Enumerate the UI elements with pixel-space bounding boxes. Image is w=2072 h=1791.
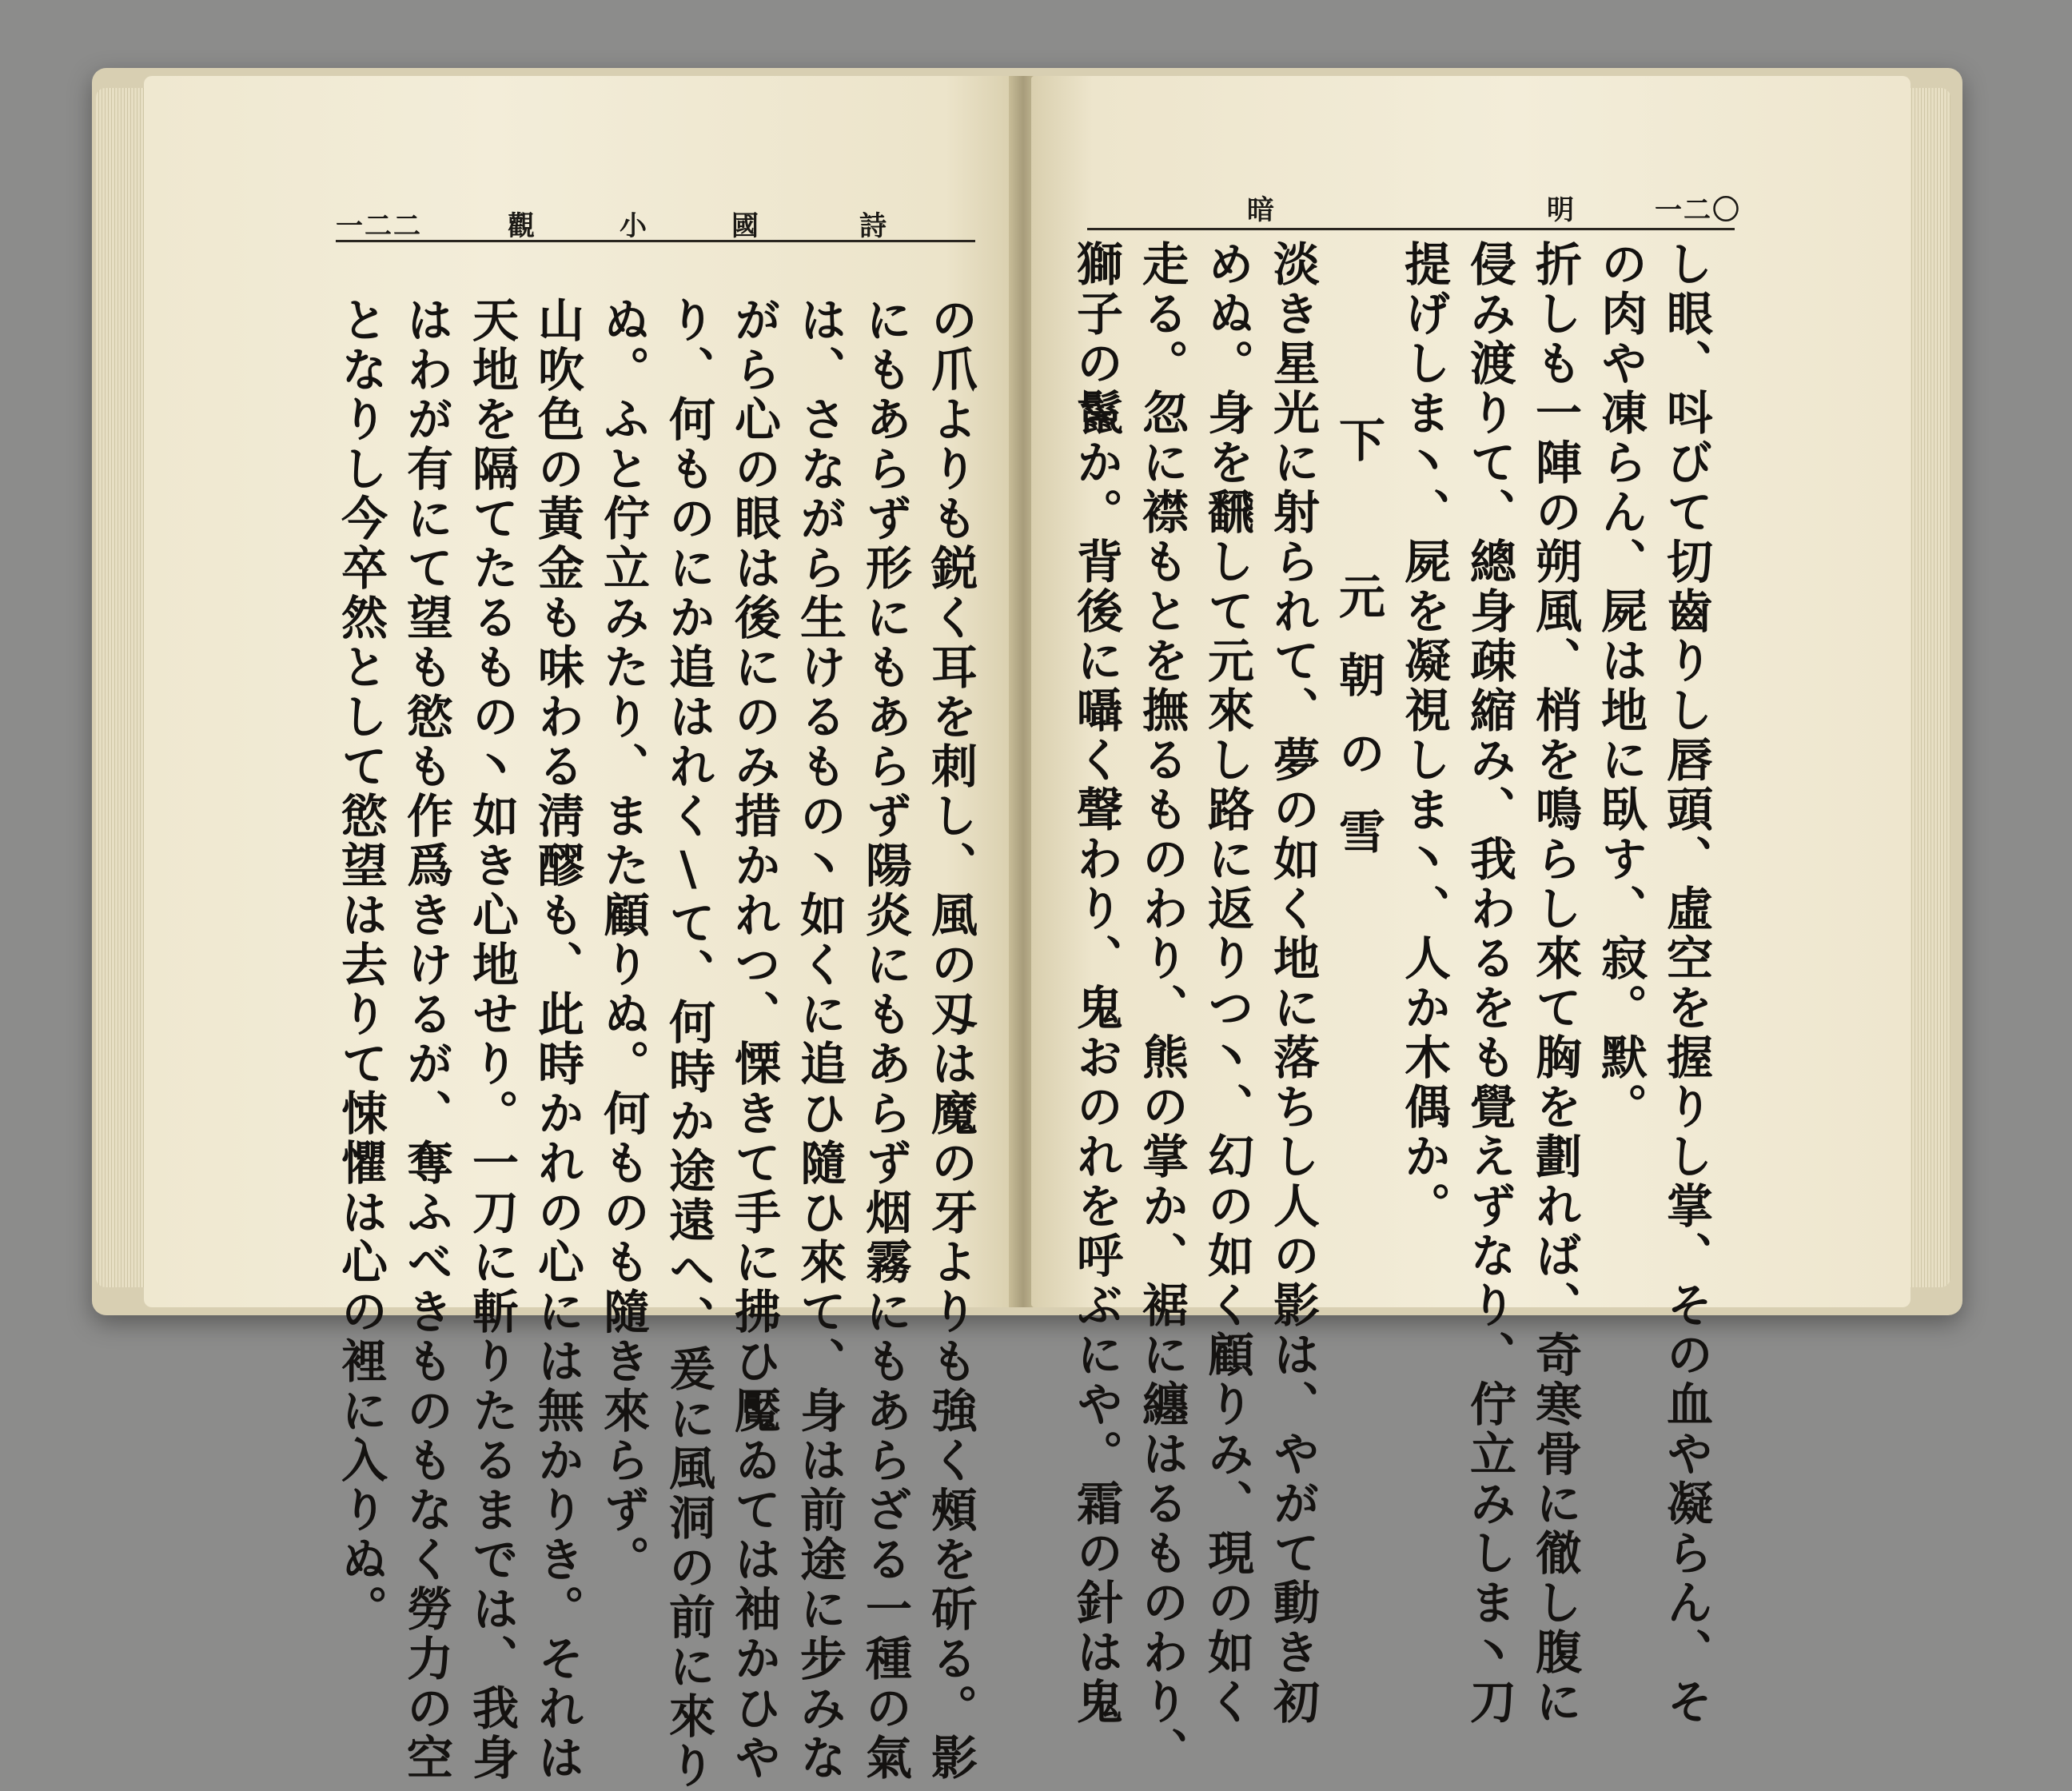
left-text-column-2: にもあらず形にもあらず陽炎にもあらず烟霧にもあらざる一種の氣 — [858, 296, 912, 1783]
section-heading: 下 元朝の雪 — [1331, 416, 1385, 886]
right-text-column-7: 淡き星光に射られて、夢の如く地に落ちし人の影は、やがて動き初 — [1265, 240, 1320, 1727]
right-header-char-2: 暗 — [1247, 194, 1276, 226]
left-header-char-1: 觀 — [508, 210, 536, 242]
left-text-column-4: がら心の眼は後にのみ措かれつ、慄きて手に拂ひ魘ゐては袖かひや — [727, 296, 781, 1783]
right-text-column-2: の肉や凍らん、屍は地に臥す、寂。默。 — [1593, 240, 1648, 1132]
right-header-char-1: 明 — [1547, 194, 1576, 226]
left-page-number: 一二二 — [336, 210, 422, 242]
left-header-char-4: 詩 — [859, 210, 888, 242]
left-text-column-3: は、さながら生けるもの丶如くに追ひ隨ひ來て、身は前途に步みな — [792, 296, 847, 1783]
left-text-column-1: の爪よりも鋭く耳を刺し、風の刄は魔の牙よりも強く頰を斫る。影 — [923, 296, 978, 1783]
right-text-column-8: めぬ。身を飜して元來し路に返りつ丶、幻の如く顧りみ、現の如く — [1200, 240, 1254, 1727]
left-text-column-8: 天地を隔てたるもの丶如き心地せり。一刀に斬りたるまでは、我身 — [464, 296, 519, 1783]
right-text-column-4: 侵み渡りて、總身疎縮み、我わるをも覺えずなり、佇立みしま丶刀 — [1462, 240, 1516, 1727]
right-text-column-1: し眼、呌びて切齒りし唇頭、虛空を握りし掌、その血や凝らん、そ — [1659, 240, 1713, 1727]
right-text-column-5: 提げしま丶、屍を凝視しま丶、人か木偶か。 — [1397, 240, 1451, 1231]
left-header-char-2: 小 — [620, 210, 648, 242]
right-text-column-10: 獅子の鬣か。背後に囁く聲わり、鬼おのれを呼ぶにや。霜の針は鬼 — [1069, 240, 1123, 1727]
left-text-column-7: 山吹色の黃金も味わる淸醪も、此時かれの心には無かりき。それは — [530, 296, 584, 1783]
right-page-number: 一二〇 — [1655, 194, 1741, 226]
left-text-column-10: となりし今卒然として慾望は去りて悚懼は心の裡に入りぬ。 — [333, 296, 388, 1634]
left-text-column-9: はわが有にて望も慾も作爲きけるが、奪ふべきものもなく勞力の空 — [399, 296, 453, 1783]
left-text-column-6: ぬ。ふと佇立みたり、また顧りぬ。何ものも隨き來らず。 — [596, 296, 650, 1585]
right-text-column-3: 折しも一陣の朔風、梢を鳴らし來て胸を劃れば、奇寒骨に徹し腹に — [1528, 240, 1582, 1727]
left-text-column-5: り、何ものにか追はれく\て、何時か途遠へ、爰に風洞の前に來り — [661, 296, 715, 1791]
right-text-column-9: 走る。忽に襟もとを撫るものわり、熊の掌か、裾に纏はるものわり、 — [1134, 240, 1189, 1777]
left-header-char-3: 國 — [731, 210, 760, 242]
left-header-rule — [336, 240, 975, 253]
